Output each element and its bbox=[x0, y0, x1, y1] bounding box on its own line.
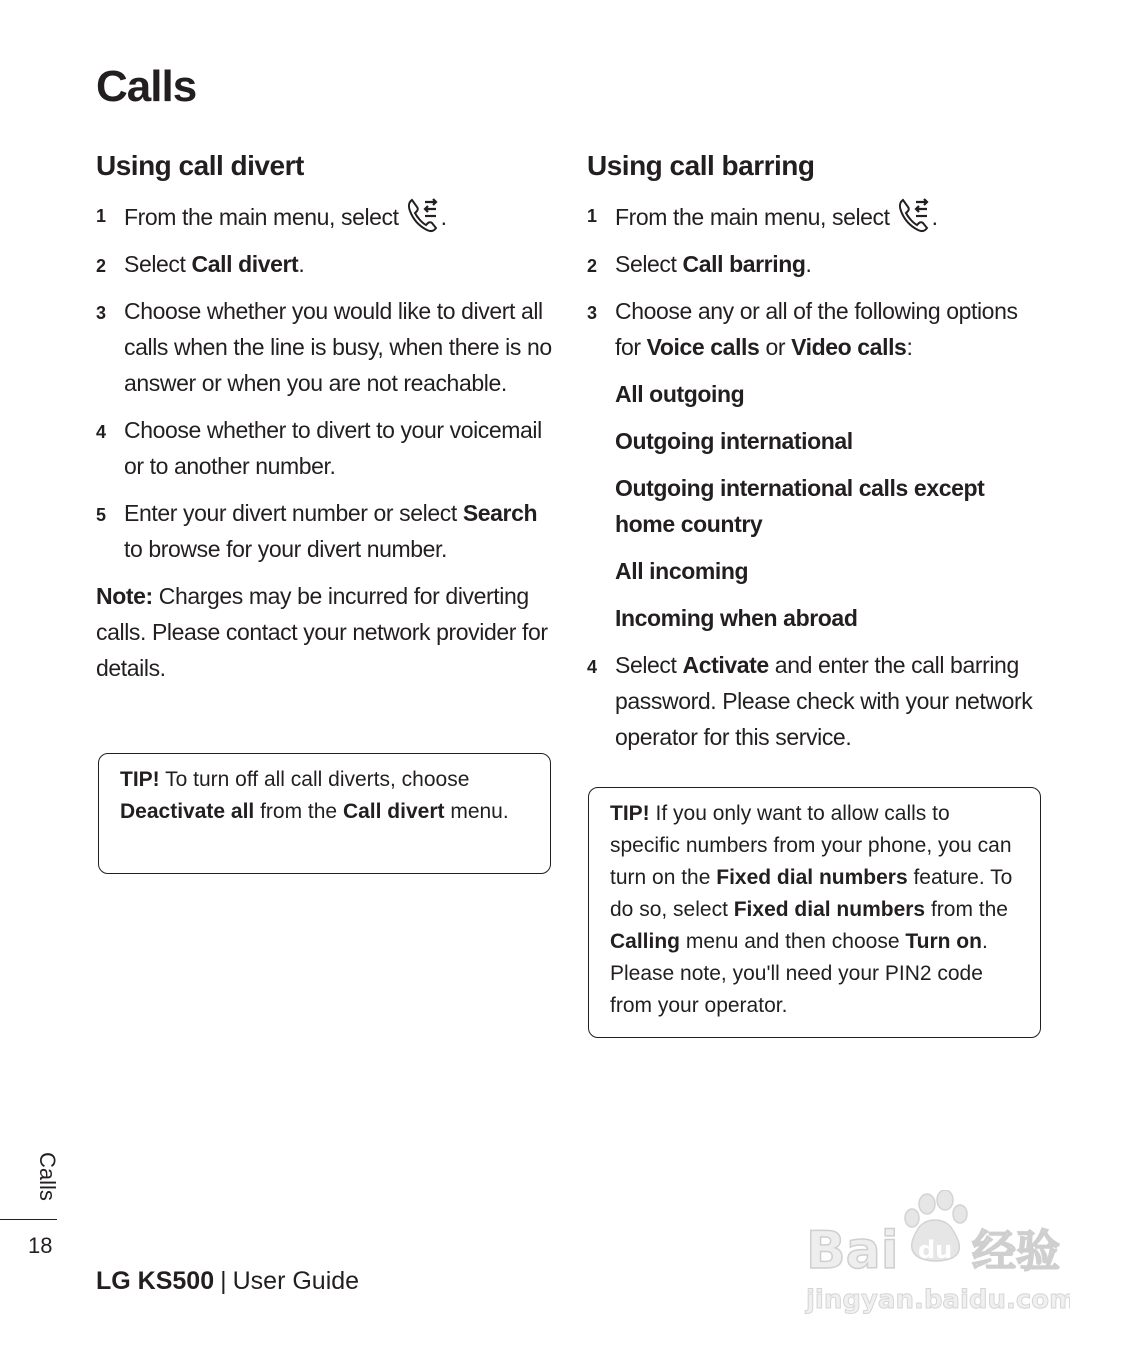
barring-option: Outgoing international bbox=[615, 428, 853, 454]
step-text: Choose whether to divert to your voicemail or to another number. bbox=[124, 417, 542, 479]
tip-box-call-divert: TIP! To turn off all call diverts, choose Deactivate all from the Call divert menu. bbox=[98, 753, 551, 874]
barring-option: All outgoing bbox=[615, 381, 745, 407]
step-text: From the main menu, select bbox=[124, 204, 399, 230]
section-heading-call-divert: Using call divert bbox=[96, 150, 304, 181]
menu-option: Call divert bbox=[191, 251, 299, 277]
side-divider bbox=[0, 1219, 57, 1220]
tip-label: TIP! bbox=[610, 802, 650, 825]
step-text: Choose whether you would like to divert all calls when the line is busy, when there is no answer or when you are not reachable. bbox=[124, 298, 552, 396]
step-4 bbox=[96, 412, 556, 484]
call-divert-section bbox=[96, 150, 556, 686]
side-section-label: Calls bbox=[35, 1152, 60, 1201]
call-settings-icon bbox=[405, 196, 441, 234]
step-4: 4 Select Activate and enter the call barring password. Please check with your network operator for this service. bbox=[587, 647, 1047, 755]
svg-text:经验: 经验 bbox=[972, 1226, 1060, 1277]
call-settings-icon bbox=[896, 196, 932, 234]
barring-option: All incoming bbox=[615, 558, 749, 584]
step-1: 1 From the main menu, select . bbox=[587, 196, 1047, 235]
page-number: 18 bbox=[28, 1233, 53, 1258]
page-title: Calls bbox=[96, 62, 197, 111]
svg-text:jingyan.baidu.com: jingyan.baidu.com bbox=[806, 1285, 1070, 1315]
call-barring-section bbox=[587, 150, 1047, 766]
note: Note: Charges may be incurred for diverting calls. Please contact your network provider for details. bbox=[96, 583, 548, 681]
footer-guide: User Guide bbox=[232, 1267, 360, 1295]
step-number: 5 bbox=[96, 505, 106, 525]
step-number: 1 bbox=[96, 206, 106, 226]
menu-option: Call barring bbox=[682, 251, 806, 277]
step-number: 2 bbox=[587, 256, 597, 276]
step-number: 4 bbox=[96, 422, 106, 442]
section-heading-call-barring: Using call barring bbox=[587, 150, 815, 181]
footer bbox=[96, 1267, 359, 1296]
tip-label: TIP! bbox=[120, 768, 160, 791]
barring-options-list bbox=[587, 376, 1047, 636]
step-3 bbox=[96, 293, 556, 401]
step-number: 3 bbox=[96, 303, 106, 323]
footer-model: LG KS500 bbox=[96, 1267, 215, 1295]
step-1: 1 From the main menu, select . bbox=[96, 196, 556, 235]
step-number: 3 bbox=[587, 303, 597, 323]
barring-option: Incoming when abroad bbox=[615, 605, 858, 631]
step-2: 2 Select Call barring. bbox=[587, 246, 1047, 282]
svg-text:Bai: Bai bbox=[806, 1221, 899, 1281]
step-number: 1 bbox=[587, 206, 597, 226]
step-text: From the main menu, select bbox=[615, 204, 890, 230]
tip-box-call-barring: TIP! If you only want to allow calls to specific numbers from your phone, you can turn on the Fixed dial numbers feature. To do so, select Fixed dial numbers from the Calling menu and then choose Turn on. Please note, you'll need your PIN2 code from your operator. bbox=[588, 787, 1041, 1038]
step-5: 5 Enter your divert number or select Search to browse for your divert number. bbox=[96, 495, 556, 567]
step-3: 3 Choose any or all of the following options for Voice calls or Video calls: bbox=[587, 293, 1047, 365]
footer-separator: | bbox=[220, 1267, 227, 1295]
svg-text:du: du bbox=[918, 1236, 953, 1264]
note-label: Note: bbox=[96, 583, 153, 609]
baidu-watermark-logo bbox=[800, 1190, 1070, 1320]
menu-option: Search bbox=[462, 500, 538, 526]
barring-option: Outgoing international calls except home country bbox=[615, 475, 985, 537]
step-number: 4 bbox=[587, 657, 597, 677]
step-2: 2 Select Call divert. bbox=[96, 246, 556, 282]
step-number: 2 bbox=[96, 256, 106, 276]
menu-option: Activate bbox=[682, 652, 769, 678]
